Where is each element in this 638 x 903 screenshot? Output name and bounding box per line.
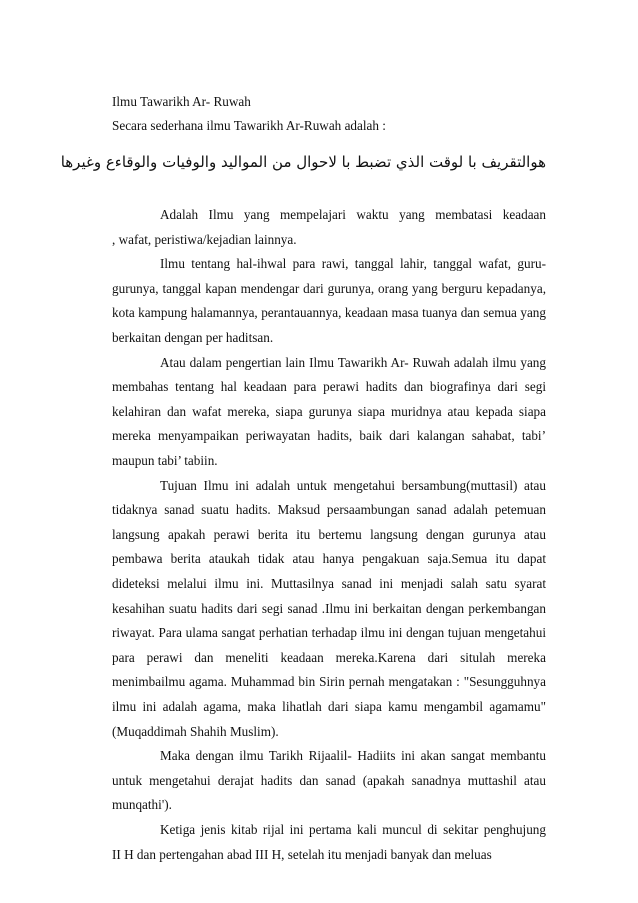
arabic-definition: هوالتقريف با لوقت الذي تضبط با لاحوال من المواليد والوفيات والوقاءع وغيرها bbox=[60, 153, 546, 171]
paragraph-3-line: mereka menyampaikan periwayatan hadits, baik dari kalangan sahabat, tabi’ bbox=[112, 428, 546, 443]
paragraph-5-line: Maka dengan ilmu Tarikh Rijaalil- Hadiits ini akan sangat membantu bbox=[160, 748, 546, 763]
paragraph-2-line: berkaitan dengan per haditsan. bbox=[112, 330, 274, 345]
paragraph-4-line: riwayat. Para ulama sangat perhatian terhadap ilmu ini dengan tujuan mengetahui bbox=[112, 625, 546, 640]
document-title: Ilmu Tawarikh Ar- Ruwah bbox=[112, 94, 251, 109]
paragraph-4-line: pembawa berita ataukah tidak atau hanya pengakuan saja.Semua itu dapat bbox=[112, 551, 546, 566]
paragraph-5-line: munqathi'). bbox=[112, 797, 172, 812]
paragraph-2-line: Ilmu tentang hal-ihwal para rawi, tanggal lahir, tanggal wafat, guru- bbox=[160, 256, 546, 271]
paragraph-2-line: kota kampung halamannya, perantauannya, keadaan masa tuanya dan semua yang bbox=[112, 305, 546, 320]
paragraph-3-line: maupun tabi’ tabiin. bbox=[112, 453, 218, 468]
paragraph-5-line: untuk mengetahui derajat hadits dan sanad (apakah sanadnya muttashil atau bbox=[112, 773, 546, 788]
paragraph-3-line: kelahiran dan wafat mereka, siapa gurunya siapa muridnya atau kepada siapa bbox=[112, 404, 546, 419]
paragraph-4-line: langsung apakah perawi berita itu bertemu langsung dengan gurunya atau bbox=[112, 527, 546, 542]
paragraph-4-line: Tujuan Ilmu ini adalah untuk mengetahui bersambung(muttasil) atau bbox=[160, 478, 546, 493]
paragraph-4-line: kesahihan suatu hadits dari segi sanad .Ilmu ini berkaitan dengan perkembangan bbox=[112, 601, 546, 616]
paragraph-3-line: Atau dalam pengertian lain Ilmu Tawarikh Ar- Ruwah adalah ilmu yang bbox=[160, 355, 546, 370]
paragraph-4-line: dideteksi melalui ilmu ini. Muttasilnya sanad ini menjadi salah satu syarat bbox=[112, 576, 546, 591]
paragraph-1-line: Adalah Ilmu yang mempelajari waktu yang membatasi keadaan bbox=[160, 207, 546, 222]
paragraph-4-line: (Muqaddimah Shahih Muslim). bbox=[112, 724, 279, 739]
paragraph-3-line: membahas tentang hal keadaan para perawi hadits dan biografinya dari segi bbox=[112, 379, 546, 394]
paragraph-2-line: gurunya, tanggal kapan mendengar dari gurunya, orang yang berguru kepadanya, bbox=[112, 281, 546, 296]
intro-line: Secara sederhana ilmu Tawarikh Ar-Ruwah adalah : bbox=[112, 118, 386, 133]
paragraph-6-line: II H dan pertengahan abad III H, setelah itu menjadi banyak dan meluas bbox=[112, 847, 492, 862]
paragraph-4-line: ilmu ini adalah agama, maka lihatlah dari siapa kamu mengambil agamamu" bbox=[112, 699, 546, 714]
paragraph-4-line: para perawi dan meneliti keadaan mereka.Karena dari situlah mereka bbox=[112, 650, 546, 665]
paragraph-4-line: tidaknya sanad suatu hadits. Maksud persaambungan sanad adalah petemuan bbox=[112, 502, 546, 517]
paragraph-6-line: Ketiga jenis kitab rijal ini pertama kali muncul di sekitar penghujung bbox=[160, 822, 546, 837]
paragraph-1-line: , wafat, peristiwa/kejadian lainnya. bbox=[112, 232, 297, 247]
paragraph-4-line: menimbailmu agama. Muhammad bin Sirin pernah mengatakan : "Sesungguhnya bbox=[112, 674, 546, 689]
